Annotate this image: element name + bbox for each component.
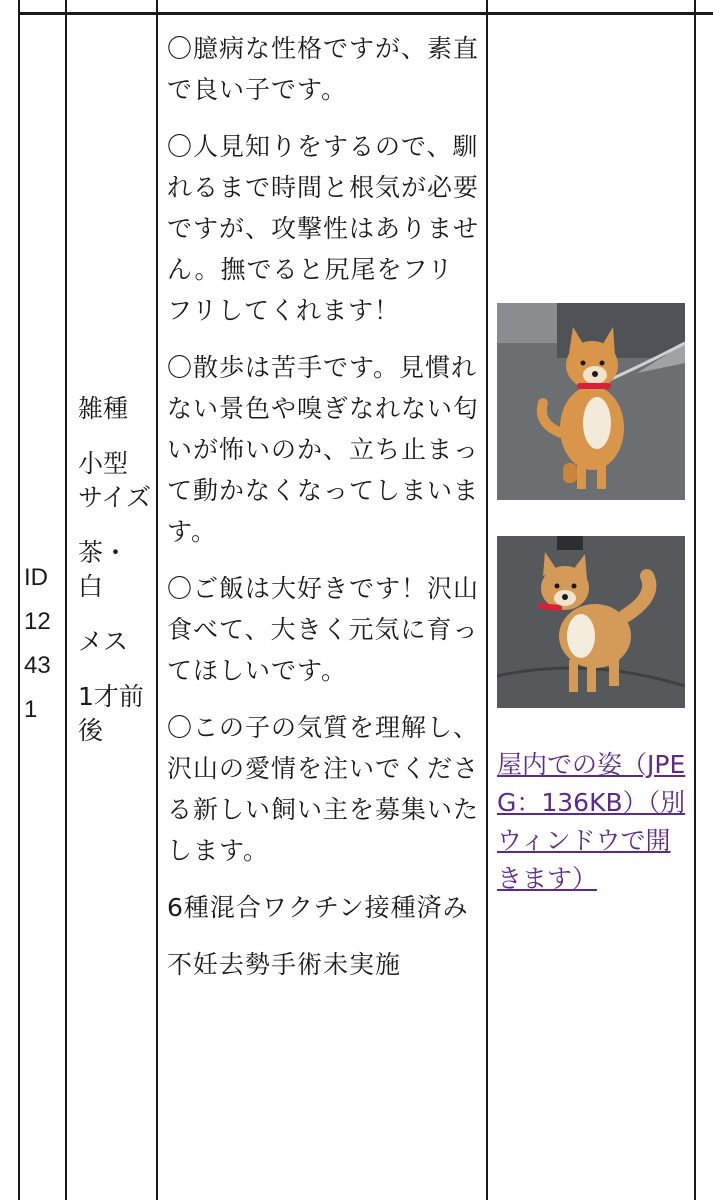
animal-id: ID 12 43 1 (24, 564, 51, 723)
table-border-right (694, 0, 696, 1200)
row-border-top (18, 12, 713, 15)
column-divider-2 (156, 0, 158, 1200)
animal-attributes (78, 392, 152, 769)
desc-walking: 〇散歩は苦手です。見慣れない景色や嗅ぎなれない匂いが怖いのか、立ち止まって動かなくなってしまいます。 (167, 353, 480, 546)
desc-food: 〇ご飯は大好きです！沢山食べて、大きく元気に育ってほしいです。 (167, 574, 480, 685)
attr-age: 1才前後 (78, 682, 144, 745)
animal-description (167, 28, 479, 1001)
column-divider-3 (486, 0, 488, 1200)
attr-breed: 雑種 (78, 394, 129, 423)
dog-photo-1 (497, 303, 685, 500)
attr-sex: メス (78, 627, 129, 656)
desc-neuter: 不妊去勢手術未実施 (167, 950, 402, 979)
attr-size: 小型サイズ (78, 449, 152, 512)
indoor-photo-link[interactable]: 屋内での姿（JPEG：136KB）（別ウィンドウで開きます） (497, 750, 686, 893)
column-divider-1 (65, 0, 67, 1200)
desc-adoption: 〇この子の気質を理解し、沢山の愛情を注いでくださる新しい飼い主を募集いたします。 (167, 713, 480, 865)
desc-personality: 〇臆病な性格ですが、素直で良い子です。 (167, 34, 480, 104)
table-border-left (18, 0, 20, 1200)
dog-photo-2 (497, 536, 685, 708)
desc-shyness: 〇人見知りをするので、馴れるまで時間と根気が必要ですが、攻撃性はありません。撫でると尻尾をフリフリしてくれます！ (167, 132, 480, 325)
attr-color: 茶・白 (78, 538, 129, 601)
desc-vaccine: 6種混合ワクチン接種済み (167, 893, 469, 922)
